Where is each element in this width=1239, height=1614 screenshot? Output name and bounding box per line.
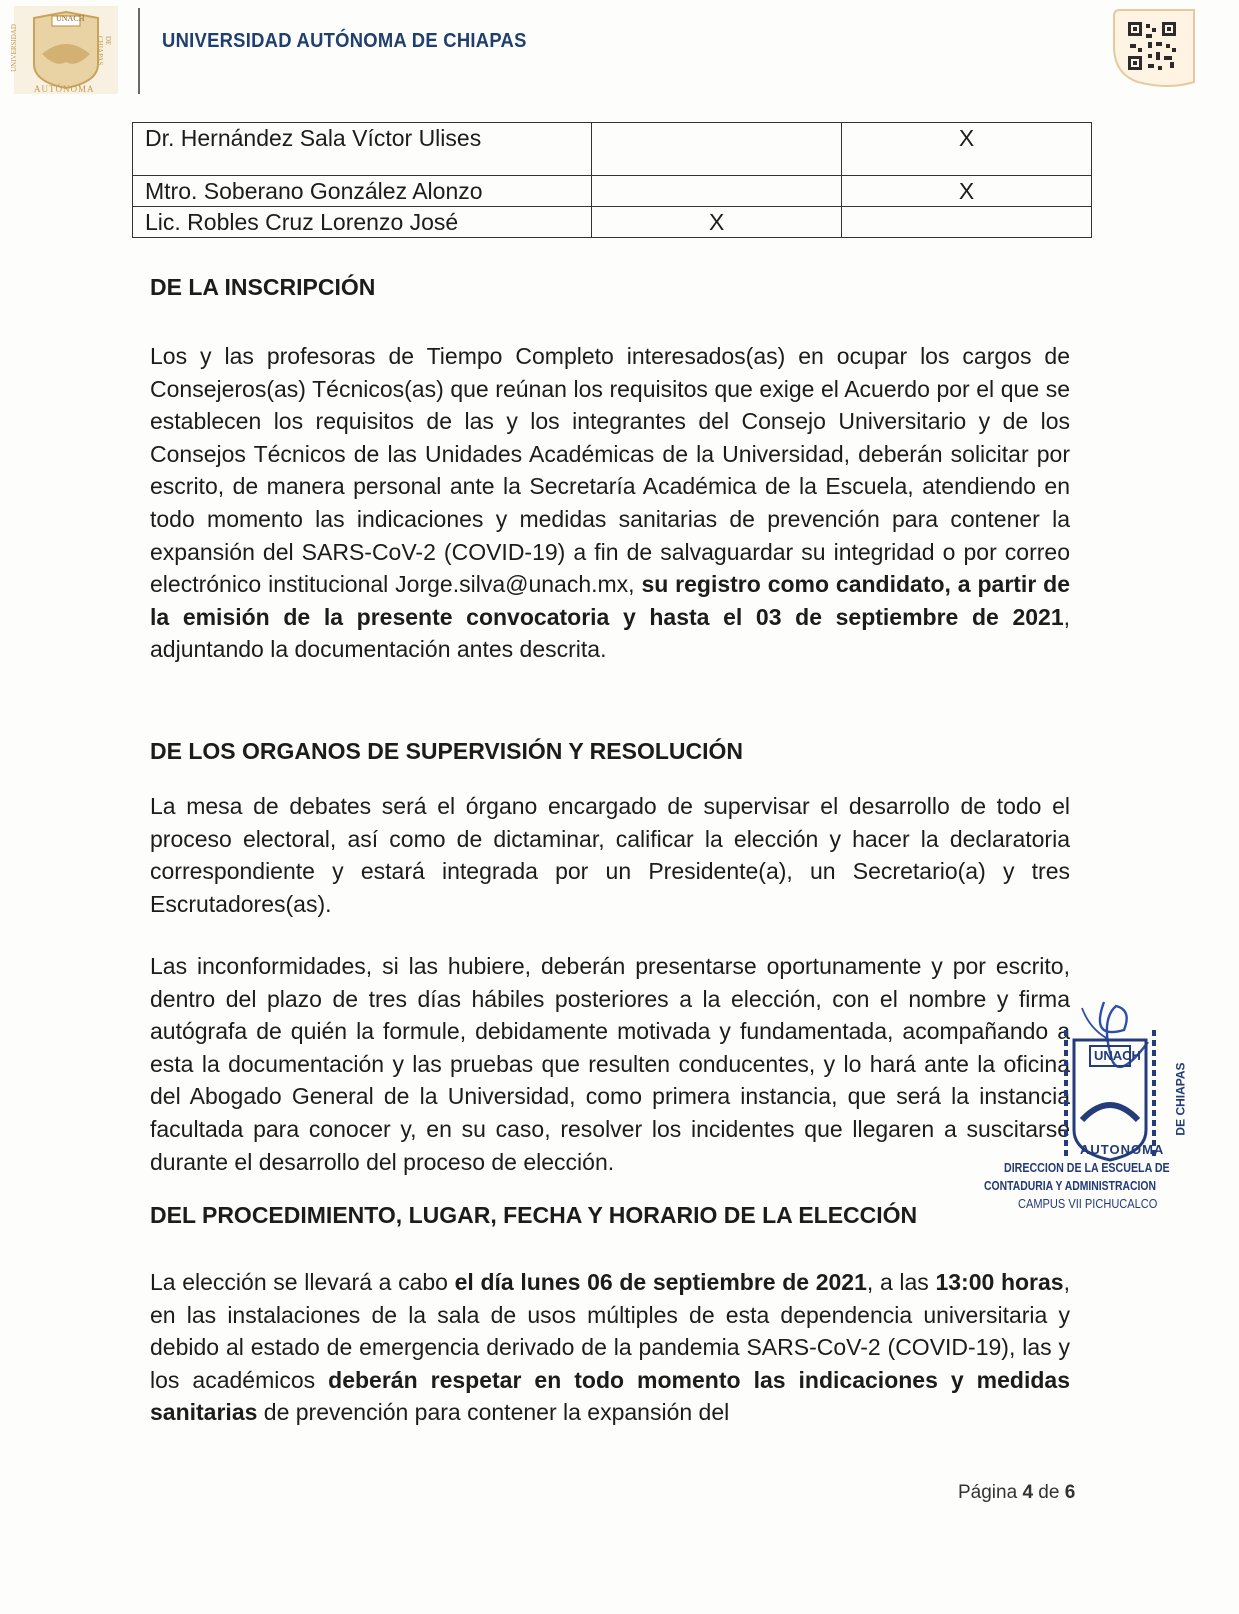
paragraph bbox=[150, 1266, 1070, 1429]
section-organos bbox=[150, 738, 1070, 765]
candidate-name: Lic. Robles Cruz Lorenzo José bbox=[133, 207, 592, 238]
logo-text-de-chiapas: DE CHIAPAS bbox=[96, 36, 112, 66]
text-run: La elección se llevará a cabo bbox=[150, 1269, 455, 1295]
text-run: de prevención para contener la expansión del bbox=[257, 1399, 730, 1426]
stamp-seal-text: UNACH bbox=[1094, 1048, 1141, 1063]
stamp-line: CONTADURIA Y ADMINISTRACION bbox=[984, 1178, 1156, 1193]
section-heading: DEL PROCEDIMIENTO, LUGAR, FECHA Y HORARIO DE LA ELECCIÓN bbox=[150, 1202, 918, 1228]
vote-cell: X bbox=[592, 207, 842, 238]
table-row bbox=[133, 176, 1092, 207]
vote-cell: X bbox=[842, 176, 1092, 207]
section-procedimiento bbox=[150, 1202, 1070, 1229]
page-total: 6 bbox=[1064, 1482, 1076, 1503]
logo-text-universidad: UNIVERSIDAD bbox=[9, 24, 18, 72]
university-name: UNIVERSIDAD AUTÓNOMA DE CHIAPAS bbox=[162, 30, 527, 52]
qr-code-icon bbox=[1108, 6, 1200, 92]
stamp-line: CAMPUS VII PICHUCALCO bbox=[1018, 1196, 1158, 1211]
section-heading: DE LOS ORGANOS DE SUPERVISIÓN Y RESOLUCIÓN bbox=[150, 738, 744, 764]
vote-cell bbox=[592, 123, 842, 176]
text-run: , a las bbox=[866, 1269, 936, 1295]
paragraph: La mesa de debates será el órgano encargado de supervisar el desarrollo de todo el proceso electoral, así como de dictaminar, calificar la elección y hacer la declaratoria correspondiente y estará integrada por un Presidente(a), un Secretario(a) y tres Escrutadores(as). bbox=[150, 793, 1070, 917]
paragraph-organos-2 bbox=[150, 950, 1070, 1178]
paragraph bbox=[150, 340, 1070, 666]
text-run-bold: el día lunes 06 de septiembre de 2021 bbox=[454, 1269, 867, 1295]
header-divider bbox=[138, 8, 140, 94]
text-run: , en las instalaciones de la sala de usos múltiples de esta dependencia universitaria y debido al estado de emergencia derivado de la pandemia SARS-CoV-2 (COVID-19), las y los académicos bbox=[150, 1269, 1070, 1393]
text-run-bold: deberán respetar en todo momento las indicaciones y medidas sanitarias bbox=[150, 1366, 1070, 1426]
page-mid: de bbox=[1033, 1482, 1065, 1503]
page-number bbox=[958, 1482, 1075, 1504]
vote-cell: X bbox=[842, 123, 1092, 176]
text-run-bold: 13:00 horas bbox=[935, 1269, 1064, 1295]
candidates-table bbox=[132, 122, 1092, 238]
page-prefix: Página bbox=[958, 1482, 1023, 1503]
paragraph-procedimiento bbox=[150, 1266, 1070, 1429]
section-inscripcion bbox=[150, 274, 1070, 301]
stamp-line: DIRECCION DE LA ESCUELA DE bbox=[1004, 1160, 1170, 1175]
logo-text-unach: UNACH bbox=[56, 14, 85, 23]
candidate-name: Dr. Hernández Sala Víctor Ulises bbox=[133, 123, 592, 176]
logo-text-autonoma: AUTÓNOMA bbox=[34, 84, 95, 94]
page-current: 4 bbox=[1022, 1482, 1034, 1503]
paragraph: Las inconformidades, si las hubiere, deberán presentarse oportunamente y por escrito, dentro del plazo de tres días hábiles posteriores a la elección, con el nombre y firma autógrafa de quién la formule, debidamente motivada y fundamentada, acompañando a esta la documentación y las pruebas que resulten conducentes, y lo hará ante la oficina del Abogado General de la Universidad, como primera instancia, que será la instancia facultada para conocer y, en su caso, resolver los incidentes que llegaren a suscitarse durante el desarrollo del proceso de elección. bbox=[150, 953, 1070, 1175]
candidate-name: Mtro. Soberano González Alonzo bbox=[133, 176, 592, 207]
vote-cell bbox=[842, 207, 1092, 238]
university-logo bbox=[9, 4, 120, 96]
text-run: , adjuntando la documentación antes descrita. bbox=[150, 603, 1070, 663]
text-run-bold: su registro como candidato, a partir de la emisión de la presente convocatoria y hasta el 03 de septiembre de 2021 bbox=[150, 571, 1071, 630]
stamp-line: AUTONOMA bbox=[1080, 1142, 1165, 1157]
paragraph-inscripcion bbox=[150, 340, 1070, 666]
table-row bbox=[133, 207, 1092, 238]
text-run: Los y las profesoras de Tiempo Completo interesados(as) en ocupar los cargos de Consejeros(as) Técnicos(as) que reúnan los requisitos que exige el Acuerdo por el que se establecen los requisitos de las y los integrantes del Consejo Universitario y de los Consejos Técnicos de las Unidades Académicas de la Universidad, deberán solicitar por escrito, de manera personal ante la Secretaría Académica de la Escuela, atendiendo en todo momento las indicaciones y medidas sanitarias de prevención para contener la expansión del SARS-CoV-2 (COVID-19) a fin de salvaguardar su integridad o por correo electrónico institucional Jorge.silva@unach.mx, bbox=[150, 343, 1070, 598]
paragraph-organos-1 bbox=[150, 790, 1070, 920]
table-row bbox=[133, 123, 1092, 176]
vote-cell bbox=[592, 176, 842, 207]
stamp-side-text: DE CHIAPAS bbox=[1173, 1062, 1188, 1136]
section-heading: DE LA INSCRIPCIÓN bbox=[150, 274, 376, 300]
official-stamp bbox=[984, 1000, 1239, 1270]
